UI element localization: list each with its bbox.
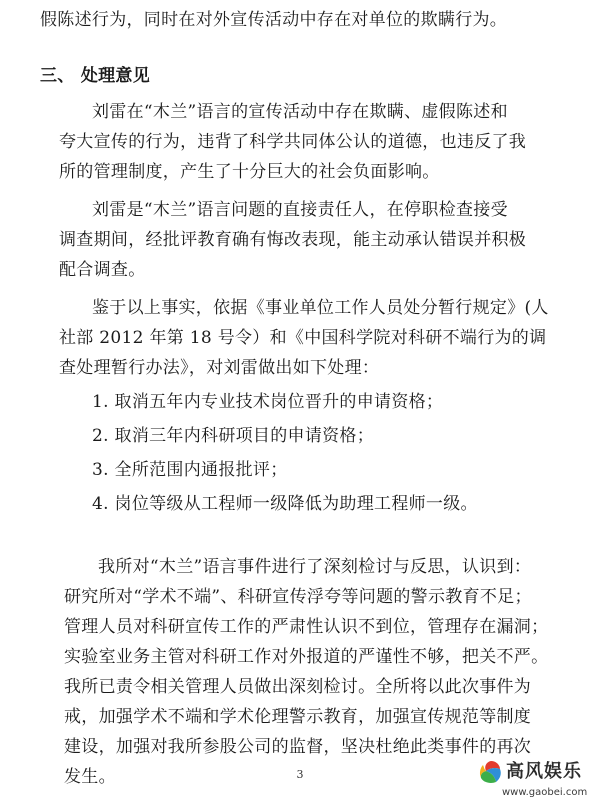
paragraph-line: 夸大宣传的行为，违背了科学共同体公认的道德，也违反了我 [59,132,527,152]
paragraph-line: 查处理暂行办法》，对刘雷做出如下处理： [59,358,380,378]
paragraph-line: 研究所对“学术不端”、科研宣传浮夸等问题的警示教育不足； [64,587,532,607]
paragraph-line: 管理人员对科研宣传工作的严肃性认识不到位，管理存在漏洞； [64,617,549,637]
watermark-url: www.gaobei.com [502,787,588,798]
list-item: 3. 全所范围内通报批评； [92,460,288,480]
watermark-text: 高风娱乐 [506,761,582,782]
paragraph-line: 刘雷是“木兰”语言问题的直接责任人，在停职检查接受 [92,200,508,220]
list-item: 4. 岗位等级从工程师一级降低为助理工程师一级。 [92,494,478,514]
paragraph-line: 调查期间，经批评教育确有悔改表现，能主动承认错误并积极 [59,230,527,250]
paragraph-line: 建设，加强对我所参股公司的监督，坚决杜绝此类事件的再次 [64,737,532,757]
watermark [478,757,598,805]
paragraph-line: 配合调查。 [59,260,146,280]
paragraph-line: 社部 2012 年第 18 号令）和《中国科学院对科研不端行为的调 [59,328,547,348]
section-heading: 三、 处理意见 [40,66,151,86]
paragraph-line: 鉴于以上事实，依据《事业单位工作人员处分暂行规定》(人 [92,298,549,318]
watermark-logo-icon [478,759,504,785]
list-item: 2. 取消三年内科研项目的申请资格； [92,426,375,446]
paragraph-line: 实验室业务主管对科研工作对外报道的严谨性不够，把关不严。 [64,647,549,667]
paragraph-line: 刘雷在“木兰”语言的宣传活动中存在欺瞒、虚假陈述和 [92,102,508,122]
paragraph-line: 戒，加强学术不端和学术伦理警示教育，加强宣传规范等制度 [64,707,532,727]
page-number: 3 [296,768,304,781]
paragraph-line: 发生。 [64,767,116,787]
paragraph-line: 我所对“木兰”语言事件进行了深刻检讨与反思，认识到： [98,557,532,577]
paragraph-line: 所的管理制度，产生了十分巨大的社会负面影响。 [59,162,440,182]
list-item: 1. 取消五年内专业技术岗位晋升的申请资格； [92,392,444,412]
paragraph-line: 我所已责令相关管理人员做出深刻检讨。全所将以此次事件为 [64,677,532,697]
paragraph-line: 假陈述行为，同时在对外宣传活动中存在对单位的欺瞒行为。 [40,10,508,30]
